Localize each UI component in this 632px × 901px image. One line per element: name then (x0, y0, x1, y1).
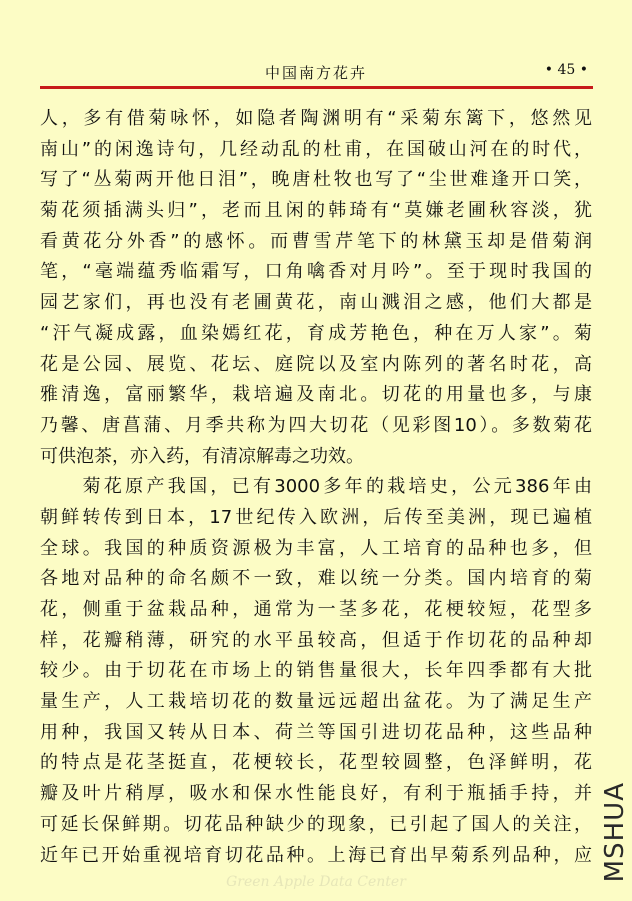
text-line: 南山”的闲逸诗句，几经动乱的杜甫，在国破山河在的时代， (40, 138, 592, 160)
side-watermark: MSHUA (600, 782, 630, 883)
text-line: 各地对品种的命名颇不一致，难以统一分类。国内培育的菊 (40, 568, 592, 590)
footer-watermark: Green Apple Data Center (226, 874, 406, 890)
text-line: 写了“丛菊两开他日泪”，晚唐杜牧也写了“尘世难逢开口笑， (40, 169, 592, 191)
text-line: 样，花瓣稍薄，研究的水平虽较高，但适于作切花的品种却 (40, 629, 592, 651)
header-title: 中国南方花卉 (264, 64, 367, 82)
text-line: 菊花须插满头归”，老而且闲的韩琦有“莫嫌老圃秋容淡，犹 (40, 200, 592, 222)
body-text (40, 104, 592, 871)
text-line: 看黄花分外香”的感怀。而曹雪芹笔下的林黛玉却是借菊润 (40, 230, 592, 252)
text-line: 全球。我国的种质资源极为丰富，人工培育的品种也多，但 (40, 537, 592, 559)
text-line: 笔，“毫端蕴秀临霜写，口角噙香对月吟”。至于现时我国的 (40, 261, 592, 283)
text-line: 园艺家们，再也没有老圃黄花，南山溅泪之感，他们大都是 (40, 292, 592, 314)
text-line: 量生产，人工栽培切花的数量远远超出盆花。为了满足生产 (40, 691, 592, 713)
running-header (40, 62, 592, 86)
text-line: 花是公园、展览、花坛、庭院以及室内陈列的著名时花，高 (40, 353, 592, 375)
header-rule (40, 86, 593, 89)
text-line: 的特点是花茎挺直，花梗较长，花型较圆整，色泽鲜明，花 (40, 752, 592, 774)
text-line: “汗气凝成露，血染嫣红花，育成芳艳色，种在万人家”。菊 (40, 322, 592, 344)
page-number: • 45 • (544, 62, 588, 78)
text-line: 可供泡茶，亦入药，有清凉解毒之功效。 (40, 445, 364, 467)
text-line: 近年已开始重视培育切花品种。上海已育出早菊系列品种，应 (40, 844, 592, 866)
text-line: 乃馨、唐菖蒲、月季共称为四大切花（见彩图10）。多数菊花 (40, 414, 592, 436)
text-line: 可延长保鲜期。切花品种缺少的现象，已引起了国人的关注， (40, 813, 592, 835)
text-line: 朝鲜转传到日本，17世纪传入欧洲，后传至美洲，现已遍植 (40, 506, 592, 528)
text-line: 菊花原产我国，已有3000多年的栽培史，公元386年由 (40, 476, 592, 498)
text-line: 人，多有借菊咏怀，如隐者陶渊明有“采菊东篱下，悠然见 (40, 108, 592, 129)
text-line: 用种，我国又转从日本、荷兰等国引进切花品种，这些品种 (40, 721, 592, 743)
text-line: 花，侧重于盆栽品种，通常为一茎多花，花梗较短，花型多 (40, 599, 592, 620)
text-line: 雅清逸，富丽繁华，栽培遍及南北。切花的用量也多，与康 (40, 384, 592, 406)
text-line: 较少。由于切花在市场上的销售量很大，长年四季都有大批 (40, 660, 592, 682)
text-line: 瓣及叶片稍厚，吸水和保水性能良好，有利于瓶插手持，并 (40, 783, 592, 805)
